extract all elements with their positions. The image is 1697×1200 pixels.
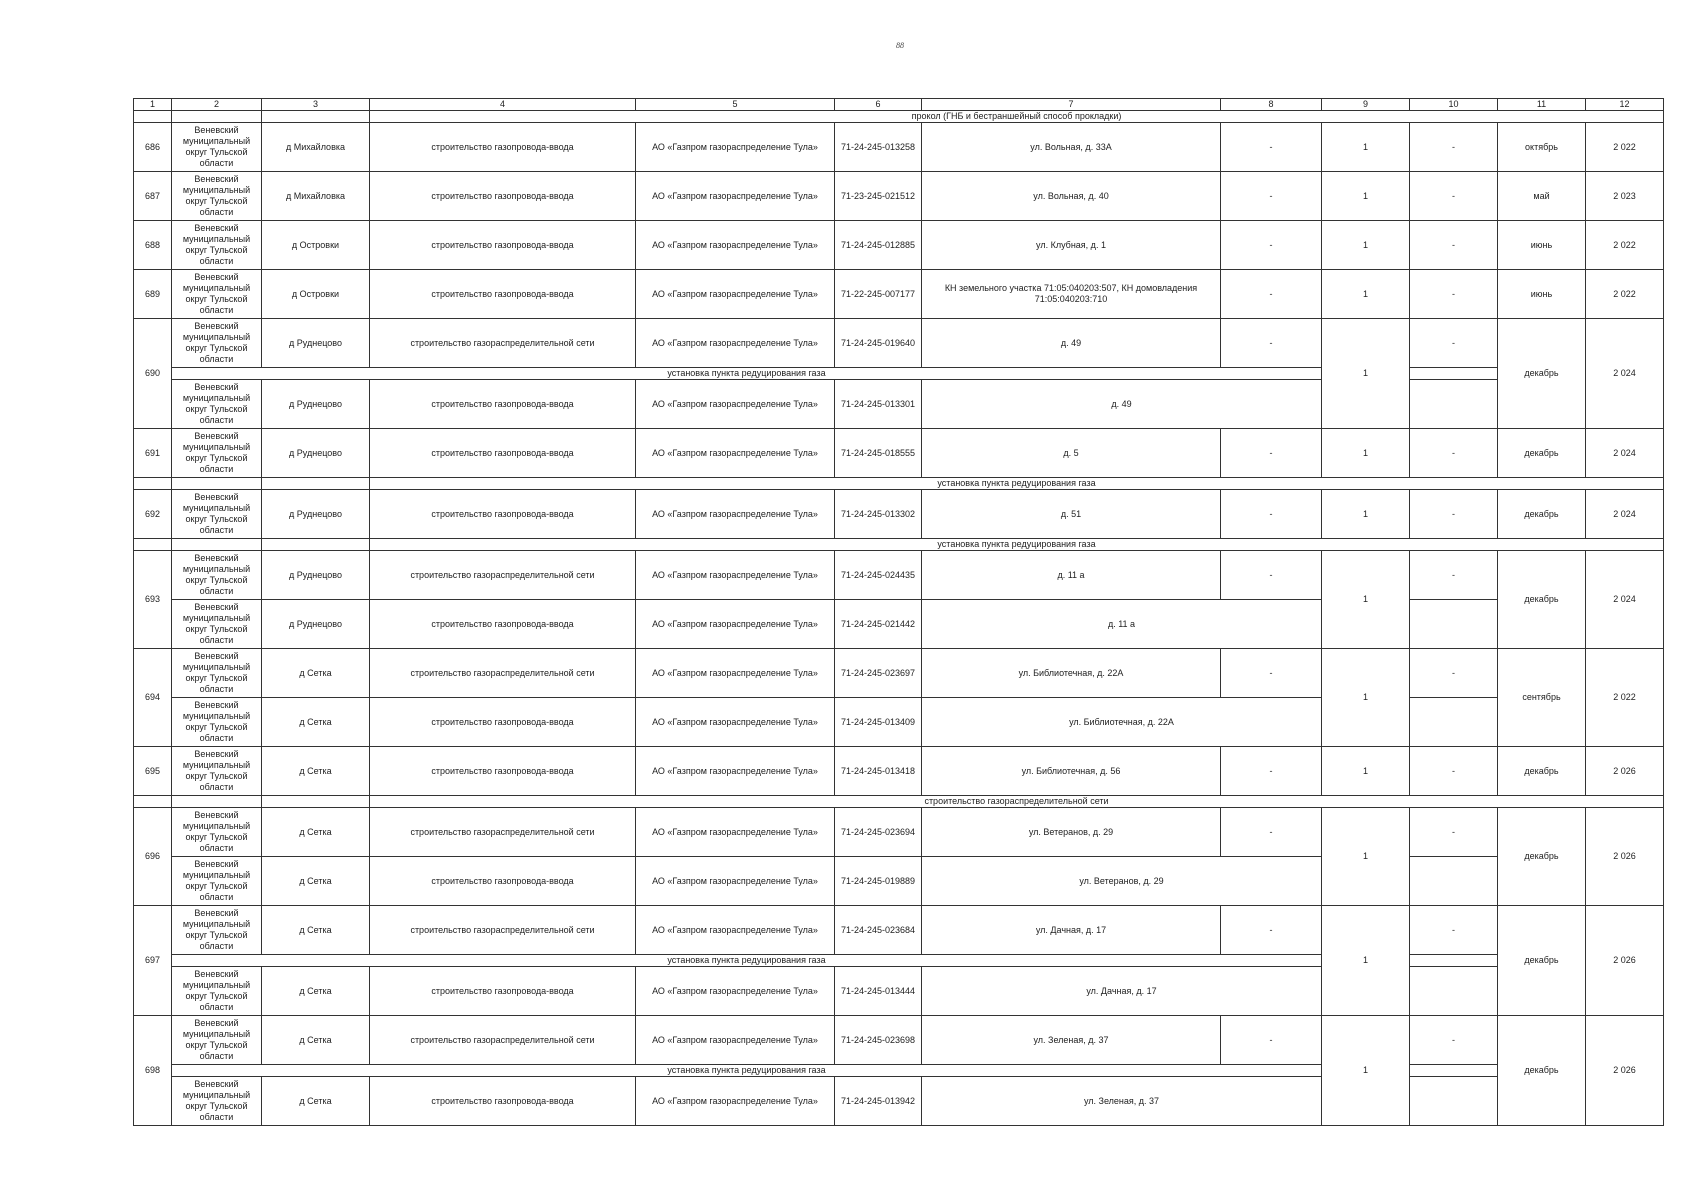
region-cell: Веневский муниципальный округ Тульской области	[172, 967, 262, 1016]
note-row	[134, 796, 1664, 808]
locality-cell: д Сетка	[262, 1016, 370, 1065]
page-number: 88	[896, 41, 904, 50]
col10-cell: -	[1410, 429, 1498, 478]
table-row	[134, 172, 1664, 221]
organization-cell: АО «Газпром газораспределение Тула»	[636, 551, 835, 600]
col10-cell: -	[1410, 221, 1498, 270]
col10-cell: -	[1410, 906, 1498, 955]
col10-cell: -	[1410, 551, 1498, 600]
col10-cell: -	[1410, 123, 1498, 172]
work-type-cell: строительство газопровода-ввода	[370, 1077, 636, 1126]
work-type-cell: строительство газораспределительной сети	[370, 649, 636, 698]
table-row	[134, 380, 1664, 429]
address-cell: КН земельного участка 71:05:040203:507, КН домовладения 71:05:040203:710	[922, 270, 1221, 319]
year-cell: 2 026	[1586, 747, 1664, 796]
column-header: 10	[1410, 99, 1498, 111]
address-cell: ул. Ветеранов, д. 29	[922, 857, 1322, 906]
year-cell: 2 022	[1586, 221, 1664, 270]
note-row	[134, 955, 1664, 967]
address-cell: д. 11 а	[922, 600, 1322, 649]
work-type-cell: строительство газораспределительной сети	[370, 551, 636, 600]
code-cell: 71-24-245-018555	[835, 429, 922, 478]
region-cell: Веневский муниципальный округ Тульской области	[172, 649, 262, 698]
empty-cell	[134, 796, 172, 808]
locality-cell: д Сетка	[262, 967, 370, 1016]
address-cell: ул. Дачная, д. 17	[922, 906, 1221, 955]
empty-cell	[262, 478, 370, 490]
note-row	[134, 478, 1664, 490]
empty-cell	[134, 539, 172, 551]
empty-cell	[1410, 368, 1498, 380]
col10-cell: -	[1410, 808, 1498, 857]
month-cell: июнь	[1498, 221, 1586, 270]
empty-cell	[1410, 1065, 1498, 1077]
col9-cell: 1	[1322, 906, 1410, 1016]
row-number: 692	[134, 490, 172, 539]
region-cell: Веневский муниципальный округ Тульской области	[172, 1016, 262, 1065]
table-row	[134, 490, 1664, 539]
region-cell: Веневский муниципальный округ Тульской области	[172, 906, 262, 955]
work-type-cell: строительство газораспределительной сети	[370, 808, 636, 857]
row-number: 695	[134, 747, 172, 796]
month-cell: декабрь	[1498, 1016, 1586, 1126]
table-row	[134, 319, 1664, 368]
top-note: прокол (ГНБ и бестраншейный способ прокладки)	[370, 111, 1664, 123]
table-row	[134, 967, 1664, 1016]
code-cell: 71-24-245-023697	[835, 649, 922, 698]
year-cell: 2 026	[1586, 1016, 1664, 1126]
col10-cell: -	[1410, 172, 1498, 221]
locality-cell: д Сетка	[262, 1077, 370, 1126]
note-cell: установка пункта редуцирования газа	[370, 539, 1664, 551]
col8-cell: -	[1221, 490, 1322, 539]
address-cell: ул. Дачная, д. 17	[922, 967, 1322, 1016]
note-row	[134, 539, 1664, 551]
table-row	[134, 270, 1664, 319]
col9-cell: 1	[1322, 172, 1410, 221]
column-header: 5	[636, 99, 835, 111]
organization-cell: АО «Газпром газораспределение Тула»	[636, 1016, 835, 1065]
col8-cell: -	[1221, 172, 1322, 221]
work-type-cell: строительство газопровода-ввода	[370, 490, 636, 539]
month-cell: декабрь	[1498, 551, 1586, 649]
work-type-cell: строительство газопровода-ввода	[370, 747, 636, 796]
month-cell: декабрь	[1498, 490, 1586, 539]
organization-cell: АО «Газпром газораспределение Тула»	[636, 857, 835, 906]
organization-cell: АО «Газпром газораспределение Тула»	[636, 429, 835, 478]
locality-cell: д Михайловка	[262, 123, 370, 172]
empty-cell	[1410, 955, 1498, 967]
col8-cell: -	[1221, 906, 1322, 955]
region-cell: Веневский муниципальный округ Тульской области	[172, 600, 262, 649]
year-cell: 2 022	[1586, 649, 1664, 747]
region-cell: Веневский муниципальный округ Тульской области	[172, 270, 262, 319]
table-row	[134, 551, 1664, 600]
year-cell: 2 022	[1586, 123, 1664, 172]
row-number: 698	[134, 1016, 172, 1126]
column-header-row	[134, 99, 1664, 111]
address-cell: ул. Вольная, д. 33А	[922, 123, 1221, 172]
code-cell: 71-24-245-019889	[835, 857, 922, 906]
table-row	[134, 808, 1664, 857]
table-row	[134, 600, 1664, 649]
code-cell: 71-24-245-023698	[835, 1016, 922, 1065]
month-cell: октябрь	[1498, 123, 1586, 172]
organization-cell: АО «Газпром газораспределение Тула»	[636, 967, 835, 1016]
address-cell: д. 51	[922, 490, 1221, 539]
code-cell: 71-22-245-007177	[835, 270, 922, 319]
code-cell: 71-24-245-021442	[835, 600, 922, 649]
note-cell: установка пункта редуцирования газа	[370, 478, 1664, 490]
col8-cell: -	[1221, 319, 1322, 368]
col10-cell: -	[1410, 319, 1498, 368]
col9-cell: 1	[1322, 270, 1410, 319]
locality-cell: д Михайловка	[262, 172, 370, 221]
locality-cell: д Руднецово	[262, 429, 370, 478]
col10-cell: -	[1410, 649, 1498, 698]
locality-cell: д Руднецово	[262, 380, 370, 429]
work-type-cell: строительство газопровода-ввода	[370, 380, 636, 429]
table-row	[134, 1016, 1664, 1065]
col8-cell: -	[1221, 123, 1322, 172]
month-cell: июнь	[1498, 270, 1586, 319]
locality-cell: д Сетка	[262, 698, 370, 747]
column-header: 1	[134, 99, 172, 111]
code-cell: 71-24-245-019640	[835, 319, 922, 368]
year-cell: 2 022	[1586, 270, 1664, 319]
address-cell: д. 5	[922, 429, 1221, 478]
work-type-cell: строительство газопровода-ввода	[370, 270, 636, 319]
table-body	[134, 99, 1664, 1126]
month-cell: декабрь	[1498, 429, 1586, 478]
code-cell: 71-24-245-013302	[835, 490, 922, 539]
region-cell: Веневский муниципальный округ Тульской области	[172, 490, 262, 539]
address-cell: ул. Библиотечная, д. 56	[922, 747, 1221, 796]
locality-cell: д Сетка	[262, 906, 370, 955]
empty-cell	[262, 796, 370, 808]
code-cell: 71-24-245-013258	[835, 123, 922, 172]
address-cell: ул. Ветеранов, д. 29	[922, 808, 1221, 857]
organization-cell: АО «Газпром газораспределение Тула»	[636, 747, 835, 796]
month-cell: декабрь	[1498, 808, 1586, 906]
organization-cell: АО «Газпром газораспределение Тула»	[636, 1077, 835, 1126]
year-cell: 2 026	[1586, 808, 1664, 906]
code-cell: 71-24-245-024435	[835, 551, 922, 600]
table-row	[134, 1077, 1664, 1126]
code-cell: 71-24-245-023694	[835, 808, 922, 857]
locality-cell: д Островки	[262, 270, 370, 319]
column-header: 3	[262, 99, 370, 111]
table-row	[134, 429, 1664, 478]
column-header: 9	[1322, 99, 1410, 111]
col10-cell	[1410, 380, 1498, 429]
organization-cell: АО «Газпром газораспределение Тула»	[636, 698, 835, 747]
col10-cell: -	[1410, 270, 1498, 319]
organization-cell: АО «Газпром газораспределение Тула»	[636, 380, 835, 429]
col8-cell: -	[1221, 221, 1322, 270]
table-row	[134, 747, 1664, 796]
region-cell: Веневский муниципальный округ Тульской области	[172, 172, 262, 221]
table-row	[134, 649, 1664, 698]
organization-cell: АО «Газпром газораспределение Тула»	[636, 221, 835, 270]
work-type-cell: строительство газопровода-ввода	[370, 600, 636, 649]
address-cell: ул. Клубная, д. 1	[922, 221, 1221, 270]
col10-cell: -	[1410, 490, 1498, 539]
work-type-cell: строительство газопровода-ввода	[370, 967, 636, 1016]
col8-cell: -	[1221, 429, 1322, 478]
col9-cell: 1	[1322, 649, 1410, 747]
year-cell: 2 024	[1586, 490, 1664, 539]
row-number: 686	[134, 123, 172, 172]
empty-cell	[262, 539, 370, 551]
work-type-cell: строительство газопровода-ввода	[370, 698, 636, 747]
year-cell: 2 024	[1586, 319, 1664, 429]
col8-cell: -	[1221, 808, 1322, 857]
region-cell: Веневский муниципальный округ Тульской области	[172, 319, 262, 368]
col9-cell: 1	[1322, 551, 1410, 649]
row-number: 691	[134, 429, 172, 478]
empty-cell	[172, 539, 262, 551]
locality-cell: д Руднецово	[262, 551, 370, 600]
col8-cell: -	[1221, 649, 1322, 698]
table-row	[134, 906, 1664, 955]
column-header: 8	[1221, 99, 1322, 111]
col8-cell: -	[1221, 1016, 1322, 1065]
code-cell: 71-24-245-013444	[835, 967, 922, 1016]
table-row	[134, 857, 1664, 906]
col10-cell	[1410, 1077, 1498, 1126]
region-cell: Веневский муниципальный округ Тульской области	[172, 123, 262, 172]
code-cell: 71-24-245-023684	[835, 906, 922, 955]
col9-cell: 1	[1322, 808, 1410, 906]
col9-cell: 1	[1322, 429, 1410, 478]
work-type-cell: строительство газопровода-ввода	[370, 172, 636, 221]
column-header: 2	[172, 99, 262, 111]
region-cell: Веневский муниципальный округ Тульской области	[172, 221, 262, 270]
table-row	[134, 698, 1664, 747]
organization-cell: АО «Газпром газораспределение Тула»	[636, 270, 835, 319]
region-cell: Веневский муниципальный округ Тульской области	[172, 698, 262, 747]
col9-cell: 1	[1322, 123, 1410, 172]
organization-cell: АО «Газпром газораспределение Тула»	[636, 906, 835, 955]
organization-cell: АО «Газпром газораспределение Тула»	[636, 490, 835, 539]
address-cell: ул. Зеленая, д. 37	[922, 1016, 1221, 1065]
code-cell: 71-24-245-013418	[835, 747, 922, 796]
col9-cell: 1	[1322, 747, 1410, 796]
organization-cell: АО «Газпром газораспределение Тула»	[636, 808, 835, 857]
locality-cell: д Руднецово	[262, 600, 370, 649]
row-number: 688	[134, 221, 172, 270]
note-row	[134, 111, 1664, 123]
address-cell: ул. Зеленая, д. 37	[922, 1077, 1322, 1126]
code-cell: 71-24-245-013301	[835, 380, 922, 429]
month-cell: декабрь	[1498, 747, 1586, 796]
row-number: 689	[134, 270, 172, 319]
month-cell: сентябрь	[1498, 649, 1586, 747]
row-number: 694	[134, 649, 172, 747]
year-cell: 2 023	[1586, 172, 1664, 221]
code-cell: 71-23-245-021512	[835, 172, 922, 221]
locality-cell: д Сетка	[262, 857, 370, 906]
work-type-cell: строительство газораспределительной сети	[370, 1016, 636, 1065]
col8-cell: -	[1221, 747, 1322, 796]
col10-cell	[1410, 698, 1498, 747]
region-cell: Веневский муниципальный округ Тульской области	[172, 857, 262, 906]
month-cell: май	[1498, 172, 1586, 221]
col10-cell: -	[1410, 747, 1498, 796]
note-cell: строительство газораспределительной сети	[370, 796, 1664, 808]
address-cell: ул. Библиотечная, д. 22А	[922, 649, 1221, 698]
work-type-cell: строительство газопровода-ввода	[370, 123, 636, 172]
column-header: 7	[922, 99, 1221, 111]
note-row	[134, 368, 1664, 380]
month-cell: декабрь	[1498, 906, 1586, 1016]
col10-cell	[1410, 967, 1498, 1016]
organization-cell: АО «Газпром газораспределение Тула»	[636, 600, 835, 649]
code-cell: 71-24-245-012885	[835, 221, 922, 270]
locality-cell: д Сетка	[262, 747, 370, 796]
address-cell: д. 49	[922, 380, 1322, 429]
note-cell: установка пункта редуцирования газа	[172, 1065, 1322, 1077]
region-cell: Веневский муниципальный округ Тульской области	[172, 551, 262, 600]
empty-cell	[134, 478, 172, 490]
col10-cell	[1410, 600, 1498, 649]
work-type-cell: строительство газопровода-ввода	[370, 857, 636, 906]
note-cell: установка пункта редуцирования газа	[172, 955, 1322, 967]
code-cell: 71-24-245-013942	[835, 1077, 922, 1126]
locality-cell: д Руднецово	[262, 490, 370, 539]
col9-cell: 1	[1322, 1016, 1410, 1126]
col9-cell: 1	[1322, 221, 1410, 270]
empty-cell	[172, 478, 262, 490]
column-header: 12	[1586, 99, 1664, 111]
col10-cell: -	[1410, 1016, 1498, 1065]
row-number: 697	[134, 906, 172, 1016]
locality-cell: д Руднецово	[262, 319, 370, 368]
locality-cell: д Островки	[262, 221, 370, 270]
organization-cell: АО «Газпром газораспределение Тула»	[636, 172, 835, 221]
work-type-cell: строительство газопровода-ввода	[370, 429, 636, 478]
column-header: 4	[370, 99, 636, 111]
row-number: 687	[134, 172, 172, 221]
month-cell: декабрь	[1498, 319, 1586, 429]
table-row	[134, 123, 1664, 172]
locality-cell: д Сетка	[262, 808, 370, 857]
row-number: 690	[134, 319, 172, 429]
region-cell: Веневский муниципальный округ Тульской области	[172, 1077, 262, 1126]
address-cell: ул. Вольная, д. 40	[922, 172, 1221, 221]
work-type-cell: строительство газораспределительной сети	[370, 319, 636, 368]
address-cell: ул. Библиотечная, д. 22А	[922, 698, 1322, 747]
organization-cell: АО «Газпром газораспределение Тула»	[636, 123, 835, 172]
region-cell: Веневский муниципальный округ Тульской области	[172, 380, 262, 429]
locality-cell: д Сетка	[262, 649, 370, 698]
col10-cell	[1410, 857, 1498, 906]
region-cell: Веневский муниципальный округ Тульской области	[172, 429, 262, 478]
note-cell: установка пункта редуцирования газа	[172, 368, 1322, 380]
gasification-table	[133, 98, 1664, 1126]
year-cell: 2 024	[1586, 551, 1664, 649]
organization-cell: АО «Газпром газораспределение Тула»	[636, 649, 835, 698]
col8-cell: -	[1221, 551, 1322, 600]
col8-cell: -	[1221, 270, 1322, 319]
col9-cell: 1	[1322, 319, 1410, 429]
note-row	[134, 1065, 1664, 1077]
address-cell: д. 11 а	[922, 551, 1221, 600]
address-cell: д. 49	[922, 319, 1221, 368]
organization-cell: АО «Газпром газораспределение Тула»	[636, 319, 835, 368]
row-number: 693	[134, 551, 172, 649]
code-cell: 71-24-245-013409	[835, 698, 922, 747]
region-cell: Веневский муниципальный округ Тульской области	[172, 808, 262, 857]
table-row	[134, 221, 1664, 270]
region-cell: Веневский муниципальный округ Тульской области	[172, 747, 262, 796]
col9-cell: 1	[1322, 490, 1410, 539]
column-header: 6	[835, 99, 922, 111]
year-cell: 2 026	[1586, 906, 1664, 1016]
empty-cell	[172, 796, 262, 808]
year-cell: 2 024	[1586, 429, 1664, 478]
column-header: 11	[1498, 99, 1586, 111]
row-number: 696	[134, 808, 172, 906]
work-type-cell: строительство газопровода-ввода	[370, 221, 636, 270]
work-type-cell: строительство газораспределительной сети	[370, 906, 636, 955]
